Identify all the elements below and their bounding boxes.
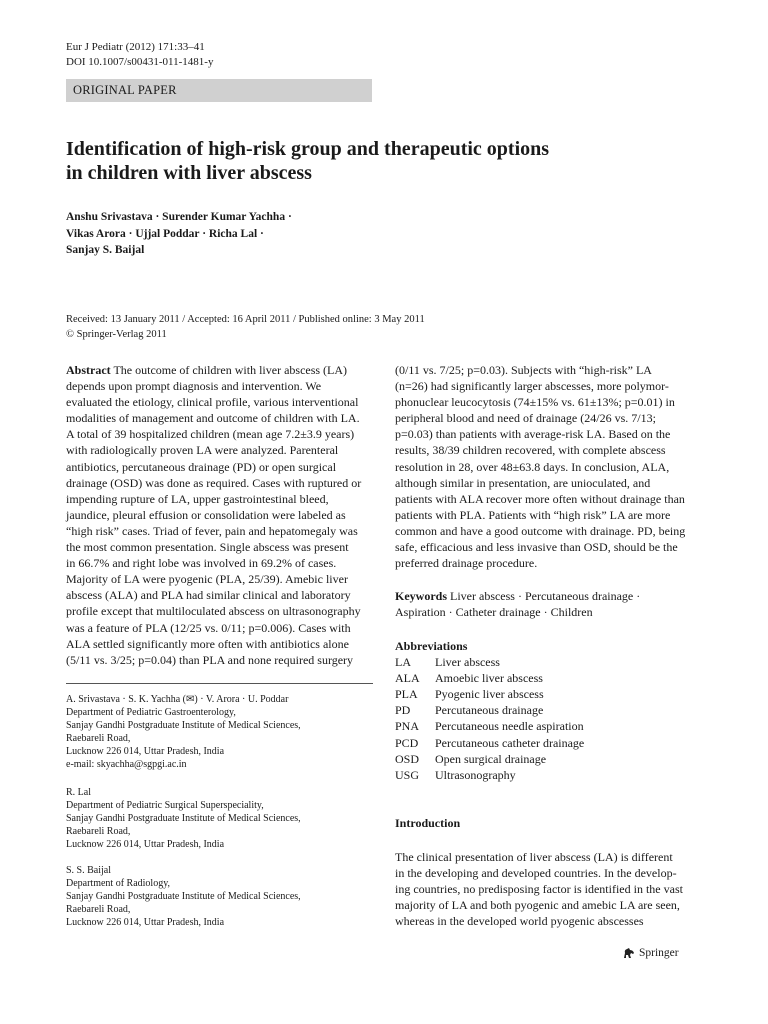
intro-line: majority of LA and both pyogenic and amebic LA are seen, bbox=[395, 898, 680, 913]
affiliation-line: S. S. Baijal bbox=[66, 865, 112, 876]
intro-line: in the developing and developed countries. In the develop- bbox=[395, 866, 677, 881]
affiliation-block-3 bbox=[66, 864, 373, 929]
abstract-line: jaundice, pleural effusion or consolidation were labeled as bbox=[66, 507, 346, 522]
affiliation-block-2 bbox=[66, 786, 373, 851]
affiliation-line: Department of Pediatric Surgical Superspeciality, bbox=[66, 800, 264, 812]
authors-line-1: Anshu Srivastava · Surender Kumar Yachha · bbox=[66, 211, 292, 223]
author-list bbox=[66, 209, 396, 259]
abstract-line: with radiologically proven LA were analyzed. Parenteral bbox=[66, 443, 339, 458]
keywords-line-1: Keywords Liver abscess · Percutaneous drainage · bbox=[395, 589, 641, 603]
keywords-block bbox=[395, 588, 702, 620]
abstract-line: “high risk” cases. Triad of fever, pain and hepatomegaly was bbox=[66, 523, 358, 538]
abstract-line: antibiotics, percutaneous drainage (PD) or open surgical bbox=[66, 459, 337, 474]
abstract-right-column bbox=[395, 362, 702, 571]
abstract-line: patients with ALA recover more often without drainage than bbox=[395, 491, 685, 506]
abstract-line: preferred drainage procedure. bbox=[395, 556, 538, 571]
title-line-1: Identification of high-risk group and therapeutic options bbox=[66, 138, 550, 160]
abstract-line: modalities of management and outcome of children with LA. bbox=[66, 411, 360, 426]
abstract-line: (0/11 vs. 7/25; p=0.03). Subjects with “high-risk” LA bbox=[395, 363, 652, 377]
introduction-heading: Introduction bbox=[395, 816, 461, 830]
affiliation-line: Department of Pediatric Gastroenterology, bbox=[66, 707, 236, 719]
abbreviation-row: ALA Amoebic liver abscess bbox=[395, 671, 543, 686]
keywords-line-2: Aspiration · Catheter drainage · Children bbox=[395, 605, 593, 620]
keywords-heading: Keywords bbox=[395, 589, 447, 603]
intro-line: The clinical presentation of liver abscess (LA) is different bbox=[395, 850, 673, 864]
history-dates: Received: 13 January 2011 / Accepted: 16 April 2011 / Published online: 3 May 2011 bbox=[66, 314, 425, 325]
footnote-divider bbox=[66, 683, 373, 684]
abstract-line: patients with PLA. Patients with “high risk” LA are more bbox=[395, 507, 671, 522]
affiliation-line: Raebareli Road, bbox=[66, 904, 131, 916]
abstract-line: Majority of LA were pyogenic (PLA, 25/39). Amebic liver bbox=[66, 572, 348, 587]
title-line-2: in children with liver abscess bbox=[66, 162, 312, 184]
abstract-line: depends upon prompt diagnosis and intervention. We bbox=[66, 379, 322, 394]
abstract-line: drainage (OSD) was done as required. Cases with ruptured or bbox=[66, 475, 362, 490]
affiliation-line: Lucknow 226 014, Uttar Pradesh, India bbox=[66, 746, 225, 758]
abbreviations-block bbox=[395, 638, 702, 783]
abstract-line: abscess (ALA) and PLA had similar clinical and laboratory bbox=[66, 588, 351, 603]
affiliation-line: A. Srivastava · S. K. Yachha (✉) · V. Arora · U. Poddar bbox=[66, 694, 289, 705]
journal-citation: Eur J Pediatr (2012) 171:33–41 bbox=[66, 41, 205, 53]
abstract-line: common and have a good outcome with drainage. PD, being bbox=[395, 523, 686, 538]
abbreviation-row: USG Ultrasonography bbox=[395, 767, 516, 782]
abbreviation-row: OSD Open surgical drainage bbox=[395, 751, 547, 766]
abstract-line: (5/11 vs. 3/25; p=0.04) than PLA and none required surgery bbox=[66, 652, 354, 667]
email-link[interactable]: e-mail: skyachha@sgpgi.ac.in bbox=[66, 759, 187, 771]
publisher-logo bbox=[622, 947, 679, 959]
intro-line: whereas in the developed world pyogenic abscesses bbox=[395, 914, 644, 929]
affiliation-line: Raebareli Road, bbox=[66, 733, 131, 745]
abstract-line: was a feature of PLA (12/25 vs. 0/11; p=0.006). Cases with bbox=[66, 620, 351, 635]
affiliation-block-1 bbox=[66, 693, 373, 772]
abstract-line: evaluated the etiology, clinical profile, various interventional bbox=[66, 395, 359, 410]
abstract-line: A total of 39 hospitalized children (mean age 7.2±3.9 years) bbox=[66, 427, 355, 442]
abbreviation-row: PNA Percutaneous needle aspiration bbox=[395, 719, 584, 734]
abstract-left-column bbox=[66, 362, 373, 668]
abstract-line: (n=26) had significantly larger abscesses, more polymor- bbox=[395, 379, 669, 394]
abstract-heading: Abstract bbox=[66, 363, 111, 377]
journal-header bbox=[66, 40, 213, 70]
copyright-line: © Springer-Verlag 2011 bbox=[66, 329, 167, 340]
affiliation-line: R. Lal bbox=[66, 787, 91, 798]
abstract-line: impending rupture of LA, upper gastrointestinal bleed, bbox=[66, 491, 329, 506]
authors-line-3: Sanjay S. Baijal bbox=[66, 244, 145, 256]
affiliation-line: Lucknow 226 014, Uttar Pradesh, India bbox=[66, 839, 225, 851]
abstract-line: ALA settled significantly more often with antibiotics alone bbox=[66, 636, 349, 651]
abstract-line: although similar in presentation, are unioculated, and bbox=[395, 475, 651, 490]
abstract-line: phonuclear leucocytosis (74±15% vs. 61±13%; p=0.01) in bbox=[395, 395, 675, 410]
abstract-line: p=0.03) than patients with average-risk LA. Based on the bbox=[395, 427, 671, 442]
introduction-text bbox=[395, 849, 702, 929]
abstract-line: peripheral blood and need of drainage (24/26 vs. 7/13; bbox=[395, 411, 656, 426]
abstract-line: profile except that multiloculated abscess on ultrasonography bbox=[66, 604, 361, 619]
authors-line-2: Vikas Arora · Ujjal Poddar · Richa Lal · bbox=[66, 227, 264, 240]
intro-line: ing countries, no predisposing factor is identified in the vast bbox=[395, 882, 683, 897]
abbreviations-table bbox=[395, 654, 584, 783]
affiliation-line: Sanjay Gandhi Postgraduate Institute of Medical Sciences, bbox=[66, 891, 301, 903]
affiliation-line: Lucknow 226 014, Uttar Pradesh, India bbox=[66, 917, 225, 929]
publication-dates bbox=[66, 312, 706, 342]
abbreviation-row: PLA Pyogenic liver abscess bbox=[395, 687, 544, 702]
article-type-banner: ORIGINAL PAPER bbox=[66, 79, 372, 102]
abstract-line: Abstract The outcome of children with liver abscess (LA) bbox=[66, 363, 348, 377]
affiliation-line: Sanjay Gandhi Postgraduate Institute of Medical Sciences, bbox=[66, 813, 301, 825]
abbreviations-heading: Abbreviations bbox=[395, 639, 468, 653]
abstract-line: results, 38/39 children recovered, with complete abscess bbox=[395, 443, 666, 458]
abstract-line: safe, efficacious and less invasive than OSD, should be the bbox=[395, 540, 678, 555]
abbreviation-row: PCD Percutaneous catheter drainage bbox=[395, 735, 585, 750]
abstract-line: resolution in 28, over 48±63.8 days. In conclusion, ALA, bbox=[395, 459, 670, 474]
affiliation-line: Raebareli Road, bbox=[66, 826, 131, 838]
affiliation-line: Department of Radiology, bbox=[66, 878, 171, 890]
paper-title bbox=[66, 137, 686, 185]
abstract-line: in 66.7% and right lobe was involved in 69.2% of cases. bbox=[66, 556, 337, 571]
publisher-name: Springer bbox=[639, 947, 679, 959]
abstract-line: the most common presentation. Single abscess was present bbox=[66, 540, 349, 555]
affiliation-line: Sanjay Gandhi Postgraduate Institute of Medical Sciences, bbox=[66, 720, 301, 732]
doi-link[interactable]: DOI 10.1007/s00431-011-1481-y bbox=[66, 56, 214, 68]
abbreviation-row: LA Liver abscess bbox=[395, 655, 500, 670]
springer-horse-icon bbox=[622, 947, 636, 959]
abbreviation-row: PD Percutaneous drainage bbox=[395, 703, 544, 718]
